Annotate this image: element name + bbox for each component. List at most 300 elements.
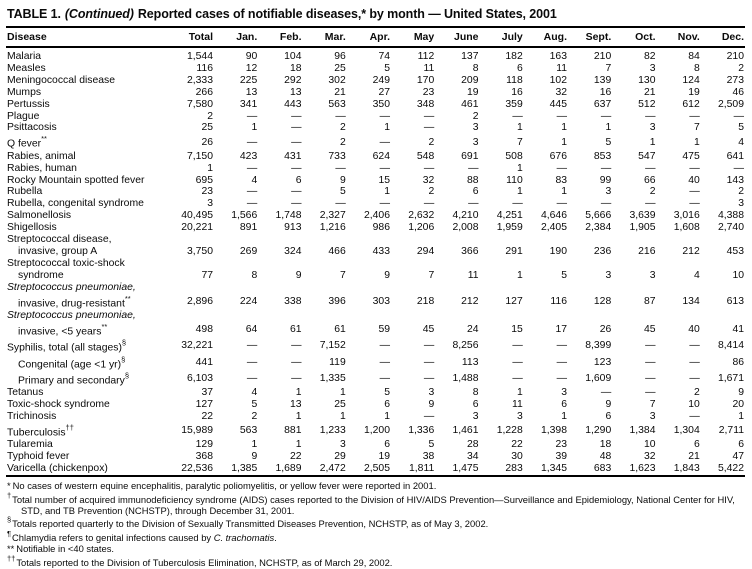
- value-cell: 624: [372, 150, 390, 162]
- footnote-marker: †: [7, 490, 12, 500]
- disease-name-cell: [6, 134, 166, 150]
- value-cell: 21: [643, 86, 656, 98]
- disease-name-cell: [6, 355, 166, 371]
- value-cell: 2,406: [363, 210, 390, 222]
- column-header: Feb.: [258, 27, 302, 47]
- table-row: [6, 122, 745, 134]
- value-cell: —: [556, 162, 567, 174]
- disease-name-cell: [6, 246, 166, 258]
- disease-name: Shigellosis: [7, 222, 57, 234]
- disease-name: Primary and secondary: [18, 375, 125, 387]
- disease-name-cell: [6, 463, 166, 476]
- value-cell: 1,959: [496, 222, 523, 234]
- value-cell: —: [379, 110, 390, 122]
- column-header: Sept.: [568, 27, 612, 47]
- value-cell: 30: [511, 451, 523, 463]
- disease-name: Rocky Mountain spotted fever: [7, 174, 145, 186]
- value-cell: 210: [726, 51, 744, 62]
- value-cell: 4,251: [496, 210, 523, 222]
- value-cell: 1: [561, 136, 567, 148]
- value-cell: 2: [428, 186, 435, 198]
- value-cell: —: [291, 136, 302, 148]
- value-cell: 139: [593, 74, 612, 86]
- value-cell: 124: [682, 74, 700, 86]
- disease-name-cell: [6, 387, 166, 399]
- table-row-label-line: [6, 258, 745, 270]
- value-cell: 3: [207, 198, 213, 210]
- value-cell: 216: [638, 245, 656, 257]
- value-cell: 512: [638, 98, 656, 110]
- value-cell: 7: [605, 62, 612, 74]
- header-row: [6, 27, 745, 47]
- value-cell: 6: [605, 411, 612, 423]
- value-cell: 10: [732, 269, 744, 281]
- value-cell: 4: [251, 387, 258, 399]
- value-cell: 6: [561, 399, 567, 411]
- value-cell: 1,488: [452, 373, 479, 385]
- disease-name-cell: Streptococcus pneumoniae,: [7, 281, 136, 293]
- value-cell: 475: [682, 150, 700, 162]
- footnote-marker: *: [7, 480, 11, 492]
- value-cell: —: [689, 340, 700, 352]
- value-cell: 6,103: [186, 373, 213, 385]
- column-header: June: [435, 27, 479, 47]
- value-cell: 1: [561, 122, 567, 134]
- value-cell: 396: [328, 295, 346, 307]
- value-cell: 10: [688, 399, 700, 411]
- value-cell: 170: [416, 74, 435, 86]
- value-cell: —: [423, 162, 435, 174]
- value-cell: 128: [593, 295, 612, 307]
- value-cell: 1: [516, 186, 523, 198]
- value-cell: —: [246, 110, 258, 122]
- value-cell: —: [379, 198, 390, 210]
- value-cell: 6: [472, 399, 479, 411]
- value-cell: 23: [201, 186, 213, 198]
- value-cell: 8: [472, 62, 479, 74]
- value-cell: 66: [643, 174, 656, 186]
- table-row: [6, 399, 745, 411]
- table-title: [6, 5, 745, 26]
- table-title-continued: (Continued): [64, 7, 134, 21]
- value-cell: 2: [472, 110, 479, 122]
- value-cell: 3: [649, 122, 656, 134]
- value-cell: —: [689, 162, 700, 174]
- value-cell: 273: [726, 74, 744, 86]
- value-cell: 1: [561, 186, 567, 198]
- value-cell: 733: [328, 150, 346, 162]
- table-row: [6, 246, 745, 258]
- disease-name: Rubella: [7, 186, 43, 198]
- value-cell: 8: [251, 269, 258, 281]
- table-header: [6, 27, 745, 47]
- table-row: [6, 210, 745, 222]
- value-cell: 82: [643, 51, 656, 62]
- value-cell: 1: [384, 411, 390, 423]
- value-cell: 225: [239, 74, 258, 86]
- value-cell: 1,544: [186, 51, 213, 62]
- value-cell: 1,689: [275, 463, 302, 475]
- value-cell: 1: [384, 122, 390, 134]
- value-cell: —: [689, 411, 700, 423]
- value-cell: —: [512, 373, 523, 385]
- value-cell: 5,422: [717, 463, 744, 475]
- value-cell: 9: [384, 269, 390, 281]
- value-cell: 1,905: [629, 222, 656, 234]
- value-cell: 3: [472, 136, 479, 148]
- value-cell: —: [291, 373, 302, 385]
- value-cell: 37: [201, 387, 213, 399]
- value-cell: 21: [688, 451, 700, 463]
- footnote-marker: ††: [65, 423, 74, 433]
- disease-name-cell: [6, 175, 166, 187]
- value-cell: 7: [339, 269, 346, 281]
- footnote-marker: §: [124, 371, 130, 380]
- value-cell: 5: [384, 62, 390, 74]
- value-cell: 548: [416, 150, 435, 162]
- value-cell: 84: [688, 51, 700, 62]
- disease-name-cell: [6, 423, 166, 439]
- value-cell: —: [556, 340, 567, 352]
- value-cell: 292: [284, 74, 302, 86]
- value-cell: 1: [649, 136, 656, 148]
- disease-name-cell: [6, 87, 166, 99]
- disease-name: Plague: [7, 110, 40, 122]
- value-cell: 1,748: [275, 210, 302, 222]
- value-cell: 2: [649, 186, 656, 198]
- value-cell: 1: [251, 122, 258, 134]
- disease-name-cell: [6, 270, 166, 282]
- value-cell: 32: [555, 86, 567, 98]
- disease-name-cell: [6, 163, 166, 175]
- value-cell: —: [379, 136, 390, 148]
- value-cell: 423: [239, 150, 258, 162]
- value-cell: 368: [195, 451, 213, 463]
- value-cell: —: [645, 356, 656, 368]
- value-cell: 1,335: [319, 373, 346, 385]
- disease-name-cell: [6, 338, 166, 354]
- value-cell: 6: [384, 399, 390, 411]
- value-cell: 641: [726, 150, 744, 162]
- value-cell: 2: [339, 122, 346, 134]
- value-cell: 22: [201, 411, 213, 423]
- value-cell: —: [379, 373, 390, 385]
- table-row: [6, 322, 745, 338]
- value-cell: 88: [466, 174, 479, 186]
- value-cell: 266: [195, 86, 213, 98]
- value-cell: 461: [461, 98, 479, 110]
- value-cell: 34: [466, 451, 479, 463]
- value-cell: 24: [466, 324, 479, 336]
- value-cell: 2: [738, 62, 744, 74]
- value-cell: 695: [195, 174, 213, 186]
- value-cell: 1,336: [408, 425, 435, 437]
- value-cell: 691: [461, 150, 479, 162]
- value-cell: 341: [239, 98, 258, 110]
- value-cell: 1: [339, 411, 346, 423]
- value-cell: 5: [339, 186, 346, 198]
- value-cell: 119: [329, 356, 346, 368]
- value-cell: 16: [599, 86, 612, 98]
- value-cell: 23: [422, 86, 435, 98]
- disease-name-cell: [6, 399, 166, 411]
- value-cell: 291: [505, 245, 523, 257]
- value-cell: 102: [549, 74, 567, 86]
- value-cell: 913: [284, 222, 302, 234]
- value-cell: 3: [339, 439, 346, 451]
- value-cell: 453: [726, 245, 744, 257]
- value-cell: 13: [289, 86, 302, 98]
- value-cell: 4,646: [540, 210, 567, 222]
- value-cell: 7,580: [186, 98, 213, 110]
- table-title-text: Reported cases of notifiable diseases,* by month — United States, 2001: [137, 7, 557, 21]
- value-cell: 433: [372, 245, 390, 257]
- column-header: Jan.: [214, 27, 258, 47]
- value-cell: 209: [461, 74, 479, 86]
- value-cell: —: [600, 198, 612, 210]
- value-cell: 1,216: [319, 222, 346, 234]
- value-cell: 1,609: [585, 373, 612, 385]
- value-cell: —: [689, 186, 700, 198]
- value-cell: 612: [682, 98, 700, 110]
- disease-name: Syphilis, total (all stages): [7, 342, 122, 354]
- value-cell: —: [423, 110, 435, 122]
- value-cell: 236: [593, 245, 612, 257]
- disease-name: Rabies, human: [7, 162, 77, 174]
- value-cell: 4: [251, 174, 258, 186]
- value-cell: 1: [295, 387, 302, 399]
- disease-name-cell: [6, 111, 166, 123]
- value-cell: 4,388: [717, 210, 744, 222]
- disease-name: Toxic-shock syndrome: [7, 399, 110, 411]
- value-cell: 1: [339, 387, 346, 399]
- footnote-marker: §: [121, 338, 127, 348]
- value-cell: 45: [422, 324, 435, 336]
- column-header: Mar.: [303, 27, 347, 47]
- value-cell: 99: [599, 174, 612, 186]
- value-cell: 445: [549, 98, 567, 110]
- value-cell: —: [246, 373, 258, 385]
- value-cell: —: [689, 373, 700, 385]
- value-cell: —: [556, 198, 567, 210]
- value-cell: 1: [738, 411, 744, 423]
- value-cell: 83: [555, 174, 567, 186]
- value-cell: —: [246, 356, 258, 368]
- value-cell: 3,639: [629, 210, 656, 222]
- value-cell: 3: [738, 198, 744, 210]
- value-cell: 40: [688, 324, 700, 336]
- value-cell: 3,750: [186, 245, 213, 257]
- table-row: [6, 439, 745, 451]
- value-cell: 46: [732, 86, 744, 98]
- footnote-text-italic: C. trachomatis: [213, 532, 275, 544]
- value-cell: —: [645, 162, 656, 174]
- disease-name: Mumps: [7, 86, 42, 98]
- value-cell: 29: [334, 451, 346, 463]
- value-cell: 137: [461, 51, 479, 62]
- value-cell: —: [335, 110, 346, 122]
- disease-name: invasive, drug-resistant: [18, 298, 125, 310]
- disease-name-cell: Streptococcal disease,: [7, 234, 112, 246]
- value-cell: —: [645, 198, 656, 210]
- value-cell: 303: [372, 295, 390, 307]
- disease-name-cell: [6, 198, 166, 210]
- value-cell: 218: [416, 295, 435, 307]
- table-title-prefix: TABLE 1.: [7, 7, 61, 21]
- value-cell: 3: [472, 411, 479, 423]
- table-row: [6, 371, 745, 387]
- table-row: [6, 134, 745, 150]
- value-cell: 27: [378, 86, 390, 98]
- disease-name-cell: [6, 186, 166, 198]
- disease-name: Meningococcal disease: [7, 74, 116, 86]
- value-cell: 563: [239, 425, 258, 437]
- value-cell: 2,405: [540, 222, 567, 234]
- value-cell: 1,461: [452, 425, 479, 437]
- value-cell: 1,345: [540, 463, 567, 475]
- value-cell: 12: [245, 62, 258, 74]
- value-cell: —: [291, 186, 302, 198]
- value-cell: —: [291, 162, 302, 174]
- value-cell: 269: [239, 245, 258, 257]
- column-header: Dec.: [701, 27, 745, 47]
- value-cell: 294: [416, 245, 435, 257]
- value-cell: —: [512, 110, 523, 122]
- value-cell: 3: [649, 269, 656, 281]
- value-cell: 2,008: [452, 222, 479, 234]
- value-cell: —: [645, 387, 656, 399]
- table-row: [6, 75, 745, 87]
- value-cell: 1,200: [363, 425, 390, 437]
- value-cell: 16: [511, 86, 523, 98]
- disease-name-cell: [6, 294, 166, 310]
- value-cell: 41: [732, 324, 744, 336]
- value-cell: 61: [289, 324, 302, 336]
- value-cell: 1: [693, 136, 700, 148]
- value-cell: —: [291, 122, 302, 134]
- value-cell: 2: [251, 411, 258, 423]
- value-cell: 348: [416, 98, 435, 110]
- value-cell: —: [512, 340, 523, 352]
- value-cell: 1,304: [673, 425, 700, 437]
- value-cell: 20,221: [181, 222, 213, 234]
- value-cell: 2,740: [717, 222, 744, 234]
- value-cell: 26: [201, 136, 213, 148]
- footnote: [7, 516, 745, 530]
- value-cell: 1: [561, 411, 567, 423]
- disease-name-cell: [6, 451, 166, 463]
- table-row: [6, 47, 745, 63]
- value-cell: 77: [201, 269, 213, 281]
- value-cell: 22: [511, 439, 523, 451]
- value-cell: 90: [245, 51, 258, 62]
- disease-name-cell: Streptococcus pneumoniae,: [7, 309, 136, 321]
- value-cell: 1,671: [717, 373, 744, 385]
- value-cell: 9: [605, 399, 612, 411]
- value-cell: 13: [245, 86, 258, 98]
- value-cell: 127: [195, 399, 213, 411]
- value-cell: 1: [516, 162, 523, 174]
- value-cell: 1,475: [452, 463, 479, 475]
- disease-name: Typhoid fever: [7, 451, 70, 463]
- value-cell: 6: [384, 439, 390, 451]
- value-cell: 324: [284, 245, 302, 257]
- value-cell: 11: [467, 269, 479, 281]
- value-cell: 1,206: [408, 222, 435, 234]
- value-cell: —: [556, 373, 567, 385]
- value-cell: 19: [378, 451, 390, 463]
- value-cell: 466: [328, 245, 346, 257]
- column-header: July: [480, 27, 524, 47]
- table-row: [6, 111, 745, 123]
- value-cell: 25: [334, 62, 346, 74]
- value-cell: —: [689, 110, 700, 122]
- value-cell: 2,711: [718, 425, 744, 437]
- value-cell: 2,384: [585, 222, 612, 234]
- table-row-label-line: [6, 282, 745, 294]
- disease-name: invasive, group A: [18, 245, 98, 257]
- value-cell: 19: [688, 86, 700, 98]
- value-cell: 61: [334, 324, 346, 336]
- disease-name: Tularemia: [7, 439, 53, 451]
- disease-name-cell: [6, 222, 166, 234]
- notifiable-diseases-table: [6, 26, 745, 477]
- disease-name: Rabies, animal: [7, 150, 76, 162]
- value-cell: 9: [295, 269, 302, 281]
- disease-name: Salmonellosis: [7, 210, 72, 222]
- value-cell: 2,327: [319, 210, 346, 222]
- footnote-marker: **: [41, 134, 47, 144]
- value-cell: 129: [195, 439, 213, 451]
- value-cell: 3: [561, 387, 567, 399]
- table-row: [6, 63, 745, 75]
- value-cell: 3: [428, 387, 435, 399]
- value-cell: 359: [505, 98, 523, 110]
- value-cell: 123: [593, 356, 612, 368]
- value-cell: 59: [378, 324, 390, 336]
- footnote: [7, 530, 745, 544]
- value-cell: 1: [516, 387, 523, 399]
- value-cell: 87: [643, 295, 656, 307]
- value-cell: 2,333: [186, 74, 213, 86]
- value-cell: 3: [605, 269, 612, 281]
- value-cell: 498: [195, 324, 213, 336]
- footnote-text: Totals reported to the Division of Tuberculosis Elimination, NCHSTP, as of March 29, 2002.: [16, 556, 393, 568]
- value-cell: —: [645, 340, 656, 352]
- disease-name: Malaria: [7, 51, 42, 62]
- value-cell: 6: [693, 439, 700, 451]
- value-cell: 18: [289, 62, 302, 74]
- value-cell: 283: [505, 463, 523, 475]
- disease-name-cell: [6, 411, 166, 423]
- value-cell: 212: [682, 245, 700, 257]
- value-cell: 1: [295, 411, 302, 423]
- value-cell: —: [335, 198, 346, 210]
- column-header: Disease: [6, 27, 166, 47]
- value-cell: 6: [738, 439, 744, 451]
- value-cell: 3: [605, 186, 612, 198]
- value-cell: —: [379, 162, 390, 174]
- value-cell: 881: [284, 425, 302, 437]
- value-cell: 508: [505, 150, 523, 162]
- value-cell: 683: [593, 463, 612, 475]
- value-cell: 5: [738, 122, 744, 134]
- disease-name: syndrome: [18, 269, 64, 281]
- value-cell: 8,256: [452, 340, 479, 352]
- column-header: Apr.: [347, 27, 391, 47]
- table-row: [6, 87, 745, 99]
- value-cell: —: [379, 340, 390, 352]
